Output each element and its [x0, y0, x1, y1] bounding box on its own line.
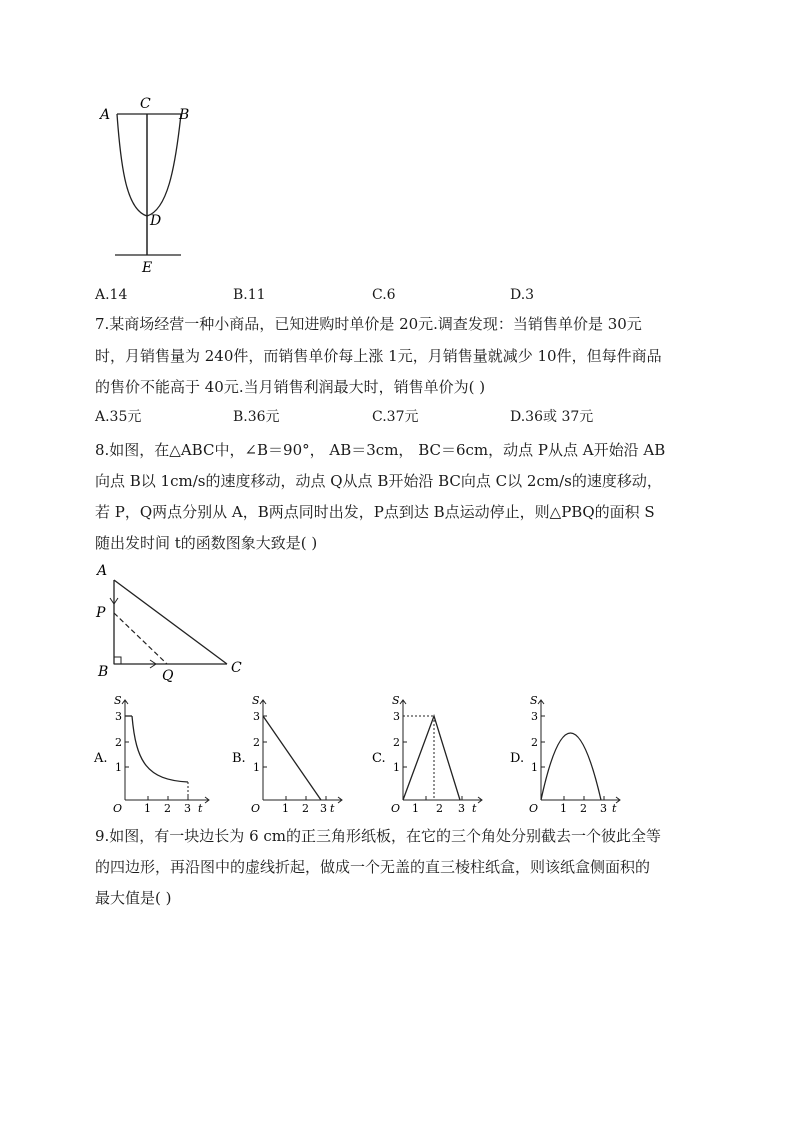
graph-c-xlabel: t	[472, 802, 477, 812]
q8-graph-c	[370, 692, 492, 812]
graph-c-xtick-1: 1	[412, 802, 419, 812]
graph-d-xtick-1: 1	[560, 802, 567, 812]
graph-d-option: D.	[510, 751, 525, 766]
q8-graph-a	[92, 692, 214, 812]
q8-graph-d	[508, 692, 630, 812]
tri-label-A: A	[97, 563, 108, 579]
graph-c-xtick-2: 2	[436, 802, 443, 812]
tri-label-Q: Q	[162, 668, 174, 683]
graph-b-ytick-3: 3	[253, 710, 260, 723]
q7-line-2: 时，月销售量为 240件，而销售单价每上涨 1元，月销售量就减少 10件，但每件商品	[95, 347, 662, 365]
graph-c-option: C.	[372, 751, 386, 766]
q7-line-3: 的售价不能高于 40元.当月销售利润最大时，销售单价为( )	[95, 378, 486, 396]
graph-a-xtick-1: 1	[144, 802, 151, 812]
q8-triangle-figure	[92, 558, 252, 683]
q8-line-1: 8.如图，在△ABC中，∠B＝90°， AB＝3cm， BC＝6cm，动点 P从点 A开始沿 AB	[95, 441, 666, 459]
tri-label-C: C	[231, 660, 242, 676]
graph-d-origin: O	[529, 802, 539, 812]
graph-c-ylabel: S	[392, 694, 400, 707]
q7-option-a: A.35元	[95, 409, 142, 425]
graph-a-xtick-3: 3	[184, 802, 191, 812]
label-B: B	[179, 107, 190, 123]
q8-line-3: 若 P，Q两点分别从 A，B两点同时出发，P点到达 B点运动停止，则△PBQ的面积 S	[95, 503, 655, 521]
graph-a-xtick-2: 2	[164, 802, 171, 812]
q6-option-c: C.6	[372, 287, 396, 303]
graph-a-ytick-1: 1	[115, 761, 122, 774]
graph-a-xlabel: t	[198, 802, 203, 812]
q9-line-1: 9.如图，有一块边长为 6 cm的正三角形纸板，在它的三个角处分别截去一个彼此全等	[95, 827, 662, 845]
q6-option-a: A.14	[95, 287, 128, 303]
graph-b-xtick-3: 3	[320, 802, 327, 812]
graph-b-option: B.	[232, 751, 246, 766]
graph-c-ytick-3: 3	[393, 710, 400, 723]
graph-d-ytick-1: 1	[531, 761, 538, 774]
graph-d-xlabel: t	[612, 802, 617, 812]
graph-a-origin: O	[113, 802, 123, 812]
graph-c-ytick-2: 2	[393, 736, 400, 749]
tri-label-B: B	[98, 664, 109, 680]
q7-option-b: B.36元	[233, 409, 280, 425]
label-C: C	[140, 96, 151, 112]
q7-option-c: C.37元	[372, 409, 419, 425]
graph-c-xtick-3: 3	[458, 802, 465, 812]
graph-d-ylabel: S	[530, 694, 538, 707]
graph-b-xtick-2: 2	[302, 802, 309, 812]
q6-option-d: D.3	[510, 287, 535, 303]
label-A: A	[100, 107, 111, 123]
tri-label-P: P	[96, 605, 106, 621]
q7-option-d: D.36或 37元	[510, 409, 594, 425]
graph-d-ytick-3: 3	[531, 710, 538, 723]
graph-d-xtick-3: 3	[600, 802, 607, 812]
q6-option-b: B.11	[233, 287, 266, 303]
q8-line-4: 随出发时间 t的函数图象大致是( )	[95, 534, 318, 552]
graph-a-ytick-2: 2	[115, 736, 122, 749]
q9-line-2: 的四边形，再沿图中的虚线折起，做成一个无盖的直三棱柱纸盒，则该纸盒侧面积的	[95, 858, 651, 876]
graph-c-origin: O	[391, 802, 401, 812]
graph-b-ytick-1: 1	[253, 761, 260, 774]
graph-b-xtick-1: 1	[282, 802, 289, 812]
graph-a-option: A.	[94, 751, 108, 766]
graph-b-origin: O	[251, 802, 261, 812]
q7-line-1: 7.某商场经营一种小商品，已知进购时单价是 20元.调查发现：当销售单价是 30元	[95, 315, 642, 333]
label-E: E	[142, 260, 153, 275]
graph-c-ytick-1: 1	[393, 761, 400, 774]
graph-b-ytick-2: 2	[253, 736, 260, 749]
graph-d-xtick-2: 2	[580, 802, 587, 812]
graph-b-xlabel: t	[330, 802, 335, 812]
graph-d-ytick-2: 2	[531, 736, 538, 749]
q8-line-2: 向点 B以 1cm/s的速度移动，动点 Q从点 B开始沿 BC向点 C以 2cm/s的速度移动，	[95, 472, 662, 490]
graph-b-ylabel: S	[252, 694, 260, 707]
graph-a-ytick-3: 3	[115, 710, 122, 723]
q9-line-3: 最大值是( )	[95, 889, 172, 907]
label-D: D	[150, 213, 162, 229]
q6-figure	[95, 90, 205, 275]
q8-graph-b	[230, 692, 352, 812]
graph-a-ylabel: S	[114, 694, 122, 707]
